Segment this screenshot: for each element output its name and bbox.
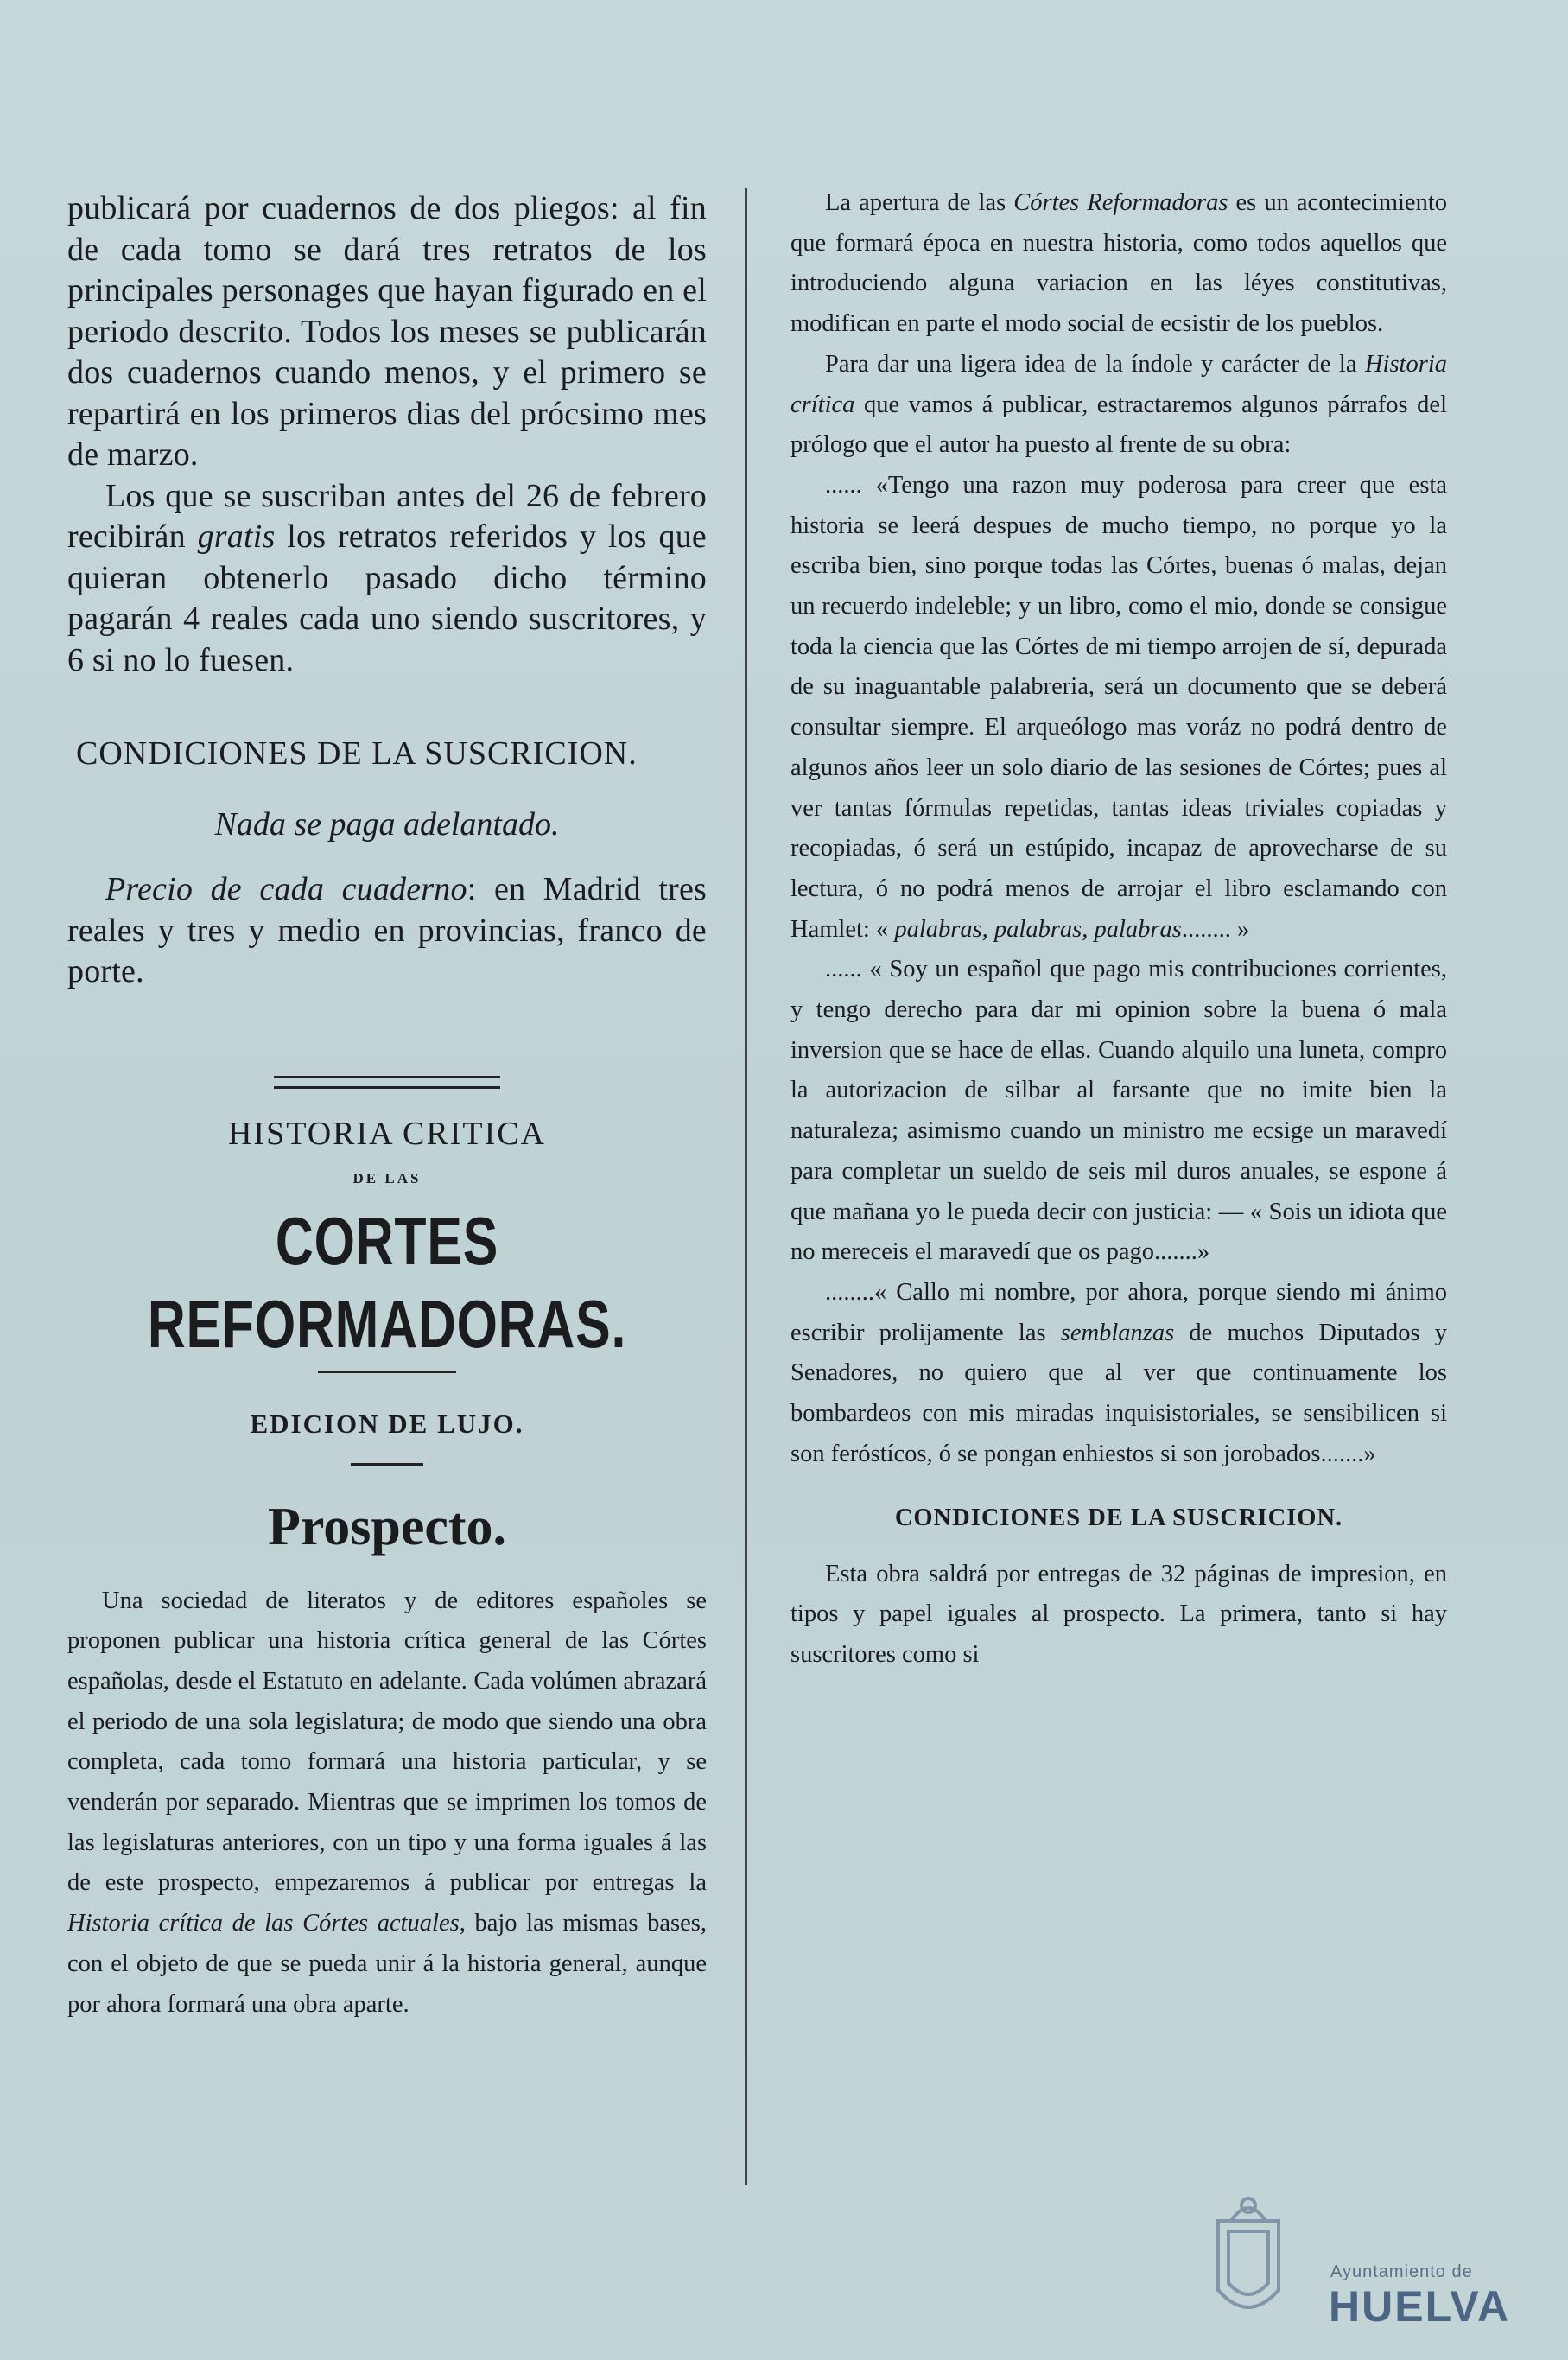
subscription-paragraph: publicará por cuadernos de dos pliegos: al fin de cada tomo se dará tres retratos de los principales personages que hayan figurado en el periodo descrito. Todos los meses se publicarán dos cuadernos cuando menos, y el primero se repartirá en los primeros dias del prócsimo mes de marzo.	[67, 190, 707, 473]
title-cortes-reformadoras: CORTES REFORMADORAS.	[147, 1202, 627, 1362]
quote-paragraph-3	[790, 1273, 1447, 1475]
double-rule-divider	[274, 1076, 500, 1089]
price-paragraph	[67, 869, 707, 993]
text-segment: La apertura de las	[825, 189, 1014, 216]
price-label: Precio de cada cuaderno	[105, 871, 467, 907]
no-advance-payment: Nada se paga adelantado.	[214, 806, 560, 843]
edition-underline	[351, 1463, 423, 1466]
text-segment: Para dar una ligera idea de la índole y carácter de la	[825, 350, 1365, 378]
quote-paragraph-2: ...... « Soy un español que pago mis contribuciones corrientes, y tengo derecho para dar mi opinion sobre la buena ó mala inversion que se hace de ellas. Cuando alquilo una luneta, compro la autorizacion de silbar al farsante que no imite bien la naturaleza; asimismo cuando un ministro me ecsige un maravedí para completar un sueldo de seis mil duros anuales, se espone á que mañana yo le pueda decir con justicia: — « Sois un idiota que no mereceis el maravedí que os pago.......»	[790, 956, 1447, 1266]
text-segment: que vamos á publicar, estractaremos algunos párrafos del prólogo que el autor ha puesto al frente de su obra:	[790, 391, 1447, 459]
stamp-text-ayuntamiento: Ayuntamiento de	[1330, 2262, 1473, 2281]
text-segment: Una sociedad de literatos y de editores españoles se proponen publicar una historia crítica general de las Córtes españolas, desde el Estatuto en adelante. Cada volúmen abrazará el periodo de una sola legislatura; de modo que siendo una obra completa, cada tomo formará una historia particular, y se venderán por separado. Mientras que se imprimen los tomos de las legislaturas anteriores, con un tipo y una forma iguales á las de este prospecto, empezaremos á publicar por entregas la	[67, 1587, 707, 1897]
prospectus-title: Prospecto.	[267, 1497, 507, 1556]
opening-paragraph	[790, 183, 1447, 345]
text-segment: ........ »	[1181, 915, 1250, 943]
left-column	[67, 188, 707, 2025]
italic-segment: Historia crítica de las Córtes actuales	[67, 1910, 460, 1937]
price-text: : en Madrid tres reales y tres y medio en provincias, franco de porte.	[67, 871, 707, 989]
italic-segment: palabras, palabras, palabras	[894, 915, 1182, 943]
title-de-las: DE LAS	[352, 1169, 422, 1186]
text-segment: es un acontecimiento que formará época en nuestra historia, como todos aquellos que introduciendo alguna variacion en las léyes constitutivas, modifican en parte el modo social de ecsistir de los pueblos.	[790, 189, 1447, 338]
title-historia-critica: HISTORIA CRITICA	[227, 1115, 547, 1152]
right-column	[790, 183, 1447, 1676]
edition-label: EDICION DE LUJO.	[250, 1408, 524, 1439]
text-segment: Los que se suscriban antes del 26 de febrero recibirán	[67, 477, 707, 555]
text-segment: ........« Callo mi nombre, por ahora, porque siendo mi ánimo escribir prolijamente las	[790, 1278, 1447, 1346]
italic-segment: semblanzas	[1060, 1319, 1175, 1346]
text-segment: de muchos Diputados y Senadores, no quiero que al ver que continuamente los bombardeos con mis miradas inquisistoriales, se sensibilicen si son feróstícos, ó se pongan enhiestos si son jorobados.......»	[790, 1319, 1447, 1467]
text-segment: los retratos referidos y los que quieran obtenerlo pasado dicho término pagarán 4 reales cada uno siendo suscritores, y 6 si no lo fuesen.	[67, 518, 707, 678]
early-subscribers-paragraph	[67, 476, 707, 682]
prospectus-paragraph	[67, 1581, 707, 2026]
conditions-paragraph: Esta obra saldrá por entregas de 32 páginas de impresion, en tipos y papel iguales al prospecto. La primera, tanto si hay suscritores como si	[790, 1560, 1447, 1668]
column-divider	[745, 188, 747, 2185]
quote-paragraph-1	[790, 466, 1447, 950]
intro-paragraph	[790, 345, 1447, 466]
crest-icon	[1218, 2198, 1279, 2307]
text-segment: ...... «Tengo una razon muy poderosa para creer que esta historia se leerá despues de mucho tiempo, no porque yo la escriba bien, sino porque todas las Córtes, buenas ó malas, dejan un recuerdo indeleble; y un libro, como el mio, donde se consigue toda la ciencia que las Córtes de mi tiempo arrojen de sí, depurada de su inaguantable palabreria, será un documento que se deberá consultar siempre. El arqueólogo mas voráz no podrá dentro de algunos años leer un solo diario de las sesiones de Córtes; pues al ver tantas fórmulas repetidas, tantas ideas triviales copiadas y recopiadas, ó será un estúpido, incapaz de aprovecharse de su lectura, ó no podrá menos de arrojar el libro esclamando con Hamlet: «	[790, 471, 1447, 943]
title-underline	[318, 1371, 456, 1373]
stamp-text-huelva: HUELVA	[1329, 2282, 1511, 2331]
italic-segment: gratis	[197, 518, 276, 555]
conditions-heading: CONDICIONES DE LA SUSCRICION.	[76, 735, 638, 772]
italic-segment: Córtes Reformadoras	[1013, 189, 1228, 216]
italic-segment: Historia crítica	[790, 350, 1447, 418]
conditions-heading-right: CONDICIONES DE LA SUSCRICION.	[894, 1504, 1343, 1531]
text-segment: , bajo las mismas bases, con el objeto de que se pueda unir á la historia general, aunque por ahora formará una obra aparte.	[67, 1910, 708, 2018]
